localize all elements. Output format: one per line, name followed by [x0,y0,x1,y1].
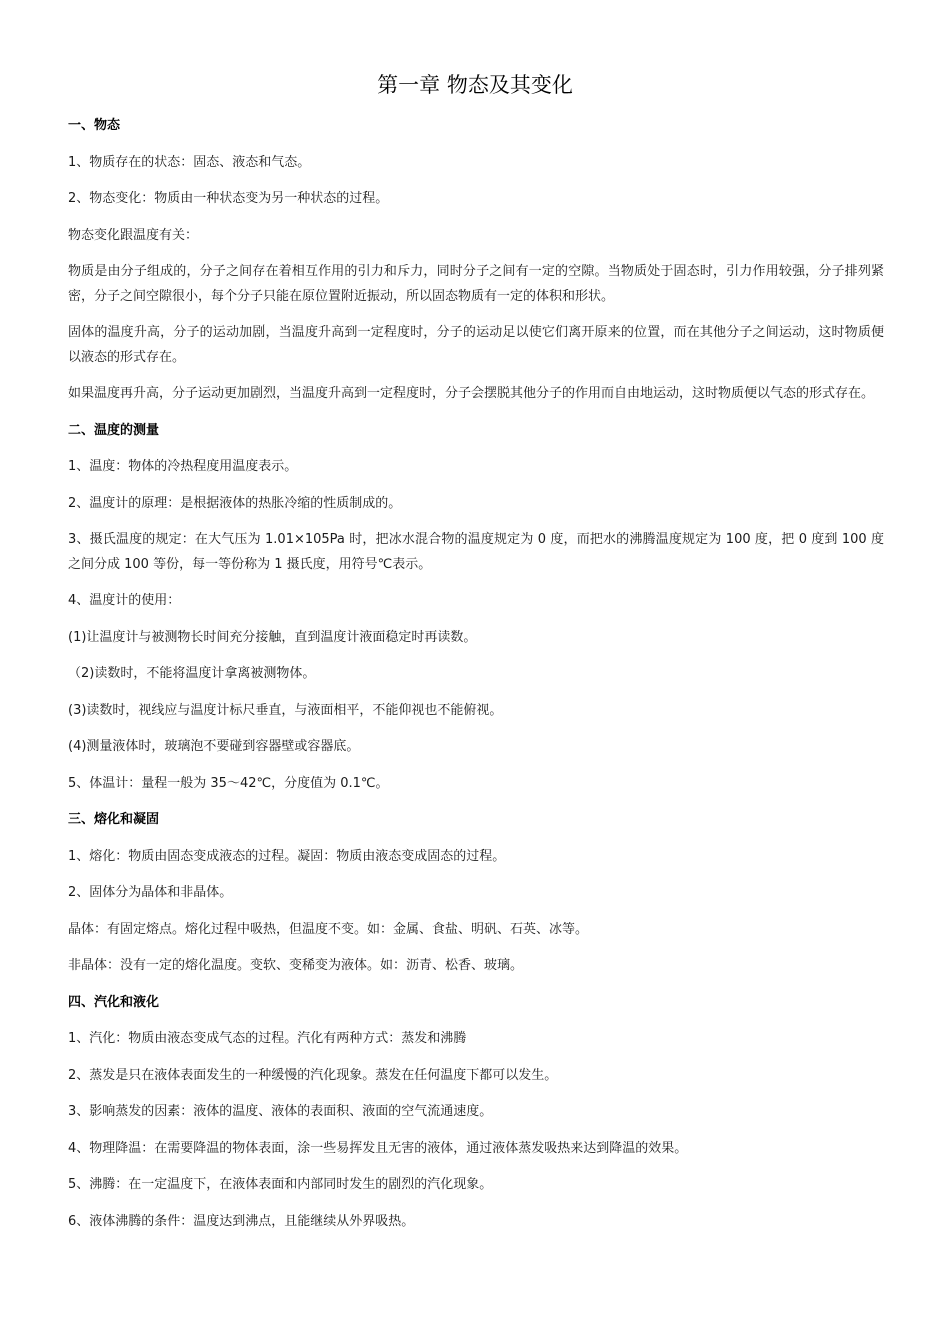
paragraph: (1)让温度计与被测物长时间充分接触，直到温度计液面稳定时再读数。 [68,629,477,645]
paragraph: 如果温度再升高，分子运动更加剧烈，当温度升高到一定程度时，分子会摆脱其他分子的作用而自由地运动，这时物质便以气态的形式存在。 [68,386,875,401]
paragraph: 2、蒸发是只在液体表面发生的一种缓慢的汽化现象。蒸发在任何温度下都可以发生。 [68,1067,558,1083]
paragraph: 1、熔化：物质由固态变成液态的过程。凝固：物质由液态变成固态的过程。 [68,848,506,864]
paragraph: 3、影响蒸发的因素：液体的温度、液体的表面积、液面的空气流通速度。 [68,1104,493,1119]
paragraph: 非晶体：没有一定的熔化温度。变软、变稀变为液体。如：沥青、松香、玻璃。 [68,958,524,973]
section-states-of-matter [68,114,884,407]
paragraph: 1、物质存在的状态：固态、液态和气态。 [68,154,311,170]
paragraph: 4、温度计的使用： [68,593,181,608]
paragraph: 物态变化跟温度有关： [68,227,199,243]
page-title: 第一章 物态及其变化 [377,73,573,97]
paragraph: （2)读数时，不能将温度计拿离被测物体。 [68,666,316,681]
paragraph: 晶体：有固定熔点。熔化过程中吸热，但温度不变。如：金属、食盐、明矾、石英、冰等。 [68,921,589,937]
paragraph: (3)读数时，视线应与温度计标尺垂直，与液面相平，不能仰视也不能俯视。 [68,702,503,718]
paragraph: 2、物态变化：物质由一种状态变为另一种状态的过程。 [68,191,389,206]
paragraph: 2、温度计的原理：是根据液体的热胀冷缩的性质制成的。 [68,495,402,511]
paragraph: (4)测量液体时，玻璃泡不要碰到容器壁或容器底。 [68,739,360,754]
paragraph: 6、液体沸腾的条件：温度达到沸点，且能继续从外界吸热。 [68,1213,415,1229]
section-melting-solidification [68,808,884,979]
section-heading: 四、汽化和液化 [68,994,160,1010]
section-heading: 二、温度的测量 [68,422,160,438]
paragraph: 2、固体分为晶体和非晶体。 [68,885,233,900]
paragraph: 3、摄氏温度的规定：在大气压为 1.01×105Pa 时，把冰水混合物的温度规定为 0 度，而把水的沸腾温度规定为 100 度，把 0 度到 100 度之间分成 100 等份，每一等份称为 1 摄氏度，用符号℃表示。 [68,532,884,572]
paragraph: 4、物理降温：在需要降温的物体表面，涂一些易挥发且无害的液体，通过液体蒸发吸热来达到降温的效果。 [68,1140,688,1156]
section-vaporization-liquefaction [68,991,884,1235]
paragraph: 物质是由分子组成的，分子之间存在着相互作用的引力和斥力，同时分子之间有一定的空隙。当物质处于固态时，引力作用较强，分子排列紧密，分子之间空隙很小，每个分子只能在原位置附近振动，所以固态物质有一定的体积和形状。 [68,264,884,304]
document-body [68,114,884,1246]
section-heading: 三、熔化和凝固 [68,812,160,827]
section-heading: 一、物态 [68,118,121,133]
section-temperature-measurement [68,419,884,797]
paragraph: 固体的温度升高，分子的运动加剧，当温度升高到一定程度时，分子的运动足以使它们离开原来的位置，而在其他分子之间运动，这时物质便以液态的形式存在。 [68,325,884,365]
paragraph: 1、汽化：物质由液态变成气态的过程。汽化有两种方式：蒸发和沸腾 [68,1031,467,1046]
paragraph: 1、温度：物体的冷热程度用温度表示。 [68,459,298,474]
paragraph: 5、体温计：量程一般为 35～42℃，分度值为 0.1℃。 [68,775,389,791]
paragraph: 5、沸腾：在一定温度下，在液体表面和内部同时发生的剧烈的汽化现象。 [68,1177,493,1192]
